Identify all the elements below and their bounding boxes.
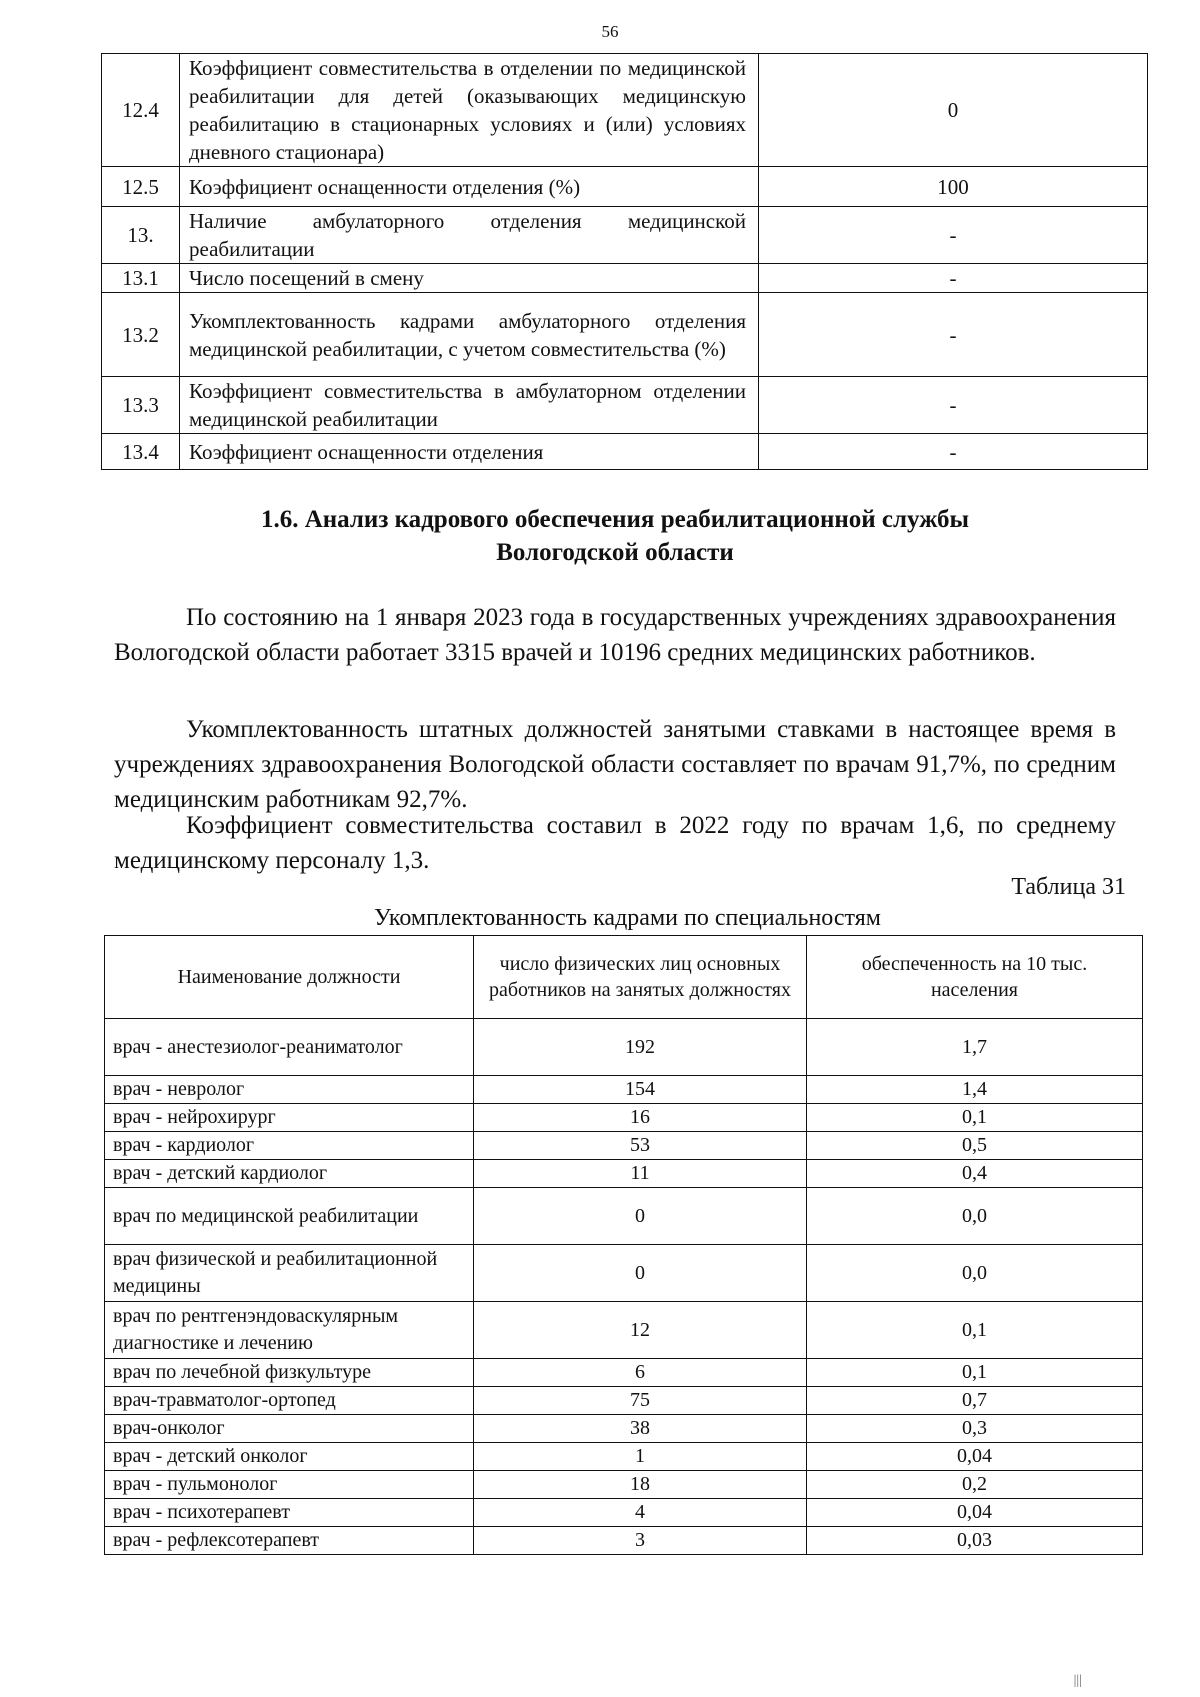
section-heading xyxy=(150,503,1080,569)
table-row xyxy=(105,1019,1143,1076)
row-number: 13.3 xyxy=(102,377,180,434)
rehab-indicators-table xyxy=(101,53,1148,470)
staff-count: 1 xyxy=(474,1443,807,1471)
table-row xyxy=(105,1245,1143,1302)
staff-rate: 0,0 xyxy=(807,1245,1143,1302)
row-value: - xyxy=(759,207,1148,264)
staff-count: 0 xyxy=(474,1188,807,1245)
position-name: врач по рентгенэндоваскулярным диагностике и лечению xyxy=(105,1302,474,1359)
staff-count: 11 xyxy=(474,1160,807,1188)
staff-rate: 0,0 xyxy=(807,1188,1143,1245)
table-row xyxy=(105,1443,1143,1471)
table-row xyxy=(102,54,1148,167)
table-row xyxy=(102,207,1148,264)
position-name: врач - кардиолог xyxy=(105,1132,474,1160)
row-value: 100 xyxy=(759,167,1148,207)
staff-count: 18 xyxy=(474,1471,807,1499)
row-value: - xyxy=(759,434,1148,470)
row-description: Число посещений в смену xyxy=(180,264,759,293)
table-row xyxy=(102,377,1148,434)
table-row xyxy=(105,1160,1143,1188)
column-header-position: Наименование должности xyxy=(105,936,474,1019)
table-row xyxy=(105,1499,1143,1527)
staff-rate: 1,4 xyxy=(807,1076,1143,1104)
position-name: врач - невролог xyxy=(105,1076,474,1104)
staff-count: 0 xyxy=(474,1245,807,1302)
staff-rate: 0,3 xyxy=(807,1415,1143,1443)
row-number: 13.1 xyxy=(102,264,180,293)
staff-rate: 0,04 xyxy=(807,1499,1143,1527)
position-name: врач - детский онколог xyxy=(105,1443,474,1471)
table-row xyxy=(102,264,1148,293)
staff-count: 75 xyxy=(474,1387,807,1415)
table-row xyxy=(105,1132,1143,1160)
position-name: врач по лечебной физкультуре xyxy=(105,1359,474,1387)
position-name: врач - анестезиолог-реаниматолог xyxy=(105,1019,474,1076)
row-description: Укомплектованность кадрами амбулаторного отделения медицинской реабилитации, с учетом совместительства (%) xyxy=(180,293,759,377)
paragraph-combination-rate: Коэффициент совместительства составил в 2022 году по врачам 1,6, по среднему медицинскому персоналу 1,3. xyxy=(114,812,1116,874)
row-description: Наличие амбулаторного отделения медицинской реабилитации xyxy=(180,207,759,264)
staffing-by-specialty-table xyxy=(104,935,1143,1555)
staff-rate: 0,2 xyxy=(807,1471,1143,1499)
staff-rate: 0,1 xyxy=(807,1104,1143,1132)
table-row xyxy=(105,1104,1143,1132)
paragraph-staffing-level: Укомплектованность штатных должностей занятыми ставками в настоящее время в учреждениях здравоохранения Вологодской области составляет по врачам 91,7%, по средним медицинским работникам 92,7%. xyxy=(114,716,1116,813)
table-row xyxy=(105,1387,1143,1415)
table-header-row xyxy=(105,936,1143,1019)
staff-rate: 1,7 xyxy=(807,1019,1143,1076)
table-row xyxy=(105,1076,1143,1104)
row-description: Коэффициент совместительства в амбулаторном отделении медицинской реабилитации xyxy=(180,377,759,434)
position-name: врач - пульмонолог xyxy=(105,1471,474,1499)
row-value: - xyxy=(759,264,1148,293)
staff-rate: 0,04 xyxy=(807,1443,1143,1471)
row-number: 13.2 xyxy=(102,293,180,377)
page-number: 56 xyxy=(601,22,619,41)
position-name: врач по медицинской реабилитации xyxy=(105,1188,474,1245)
position-name: врач-травматолог-ортопед xyxy=(105,1387,474,1415)
position-name: врач - нейрохирург xyxy=(105,1104,474,1132)
position-name: врач - детский кардиолог xyxy=(105,1160,474,1188)
staff-count: 38 xyxy=(474,1415,807,1443)
column-header-count: число физических лиц основных работников на занятых должностях xyxy=(474,936,807,1019)
row-description: Коэффициент совместительства в отделении по медицинской реабилитации для детей (оказывающих медицинскую реабилитацию в стационарных условиях и (или) условиях дневного стационара) xyxy=(180,54,759,167)
row-value: - xyxy=(759,293,1148,377)
staff-count: 53 xyxy=(474,1132,807,1160)
row-number: 12.5 xyxy=(102,167,180,207)
row-number: 13.4 xyxy=(102,434,180,470)
staff-rate: 0,03 xyxy=(807,1527,1143,1555)
table-row xyxy=(102,434,1148,470)
table-row xyxy=(105,1415,1143,1443)
row-value: 0 xyxy=(759,54,1148,167)
paragraph-staff-count: По состоянию на 1 января 2023 года в государственных учреждениях здравоохранения Вологодской области работает 3315 врачей и 10196 средних медицинских работников. xyxy=(114,604,1116,666)
row-description: Коэффициент оснащенности отделения xyxy=(180,434,759,470)
staff-rate: 0,5 xyxy=(807,1132,1143,1160)
section-heading-line-1: 1.6. Анализ кадрового обеспечения реабилитационной службы xyxy=(260,506,970,533)
table-row xyxy=(102,167,1148,207)
scan-corner-mark: ||| xyxy=(1073,1673,1082,1688)
section-heading-line-2: Вологодской области xyxy=(496,539,734,566)
table-row xyxy=(105,1527,1143,1555)
row-number: 12.4 xyxy=(102,54,180,167)
staff-count: 6 xyxy=(474,1359,807,1387)
position-name: врач-онколог xyxy=(105,1415,474,1443)
staff-count: 16 xyxy=(474,1104,807,1132)
table-label: Таблица 31 xyxy=(1011,874,1126,900)
staff-count: 192 xyxy=(474,1019,807,1076)
staff-count: 154 xyxy=(474,1076,807,1104)
position-name: врач физической и реабилитационной медицины xyxy=(105,1245,474,1302)
position-name: врач - психотерапевт xyxy=(105,1499,474,1527)
row-value: - xyxy=(759,377,1148,434)
table-caption: Укомплектованность кадрами по специальностям xyxy=(374,905,881,931)
column-header-rate: обеспеченность на 10 тыс. населения xyxy=(807,936,1143,1019)
table-row xyxy=(105,1302,1143,1359)
table-row xyxy=(105,1471,1143,1499)
staff-rate: 0,7 xyxy=(807,1387,1143,1415)
staff-rate: 0,1 xyxy=(807,1302,1143,1359)
position-name: врач - рефлексотерапевт xyxy=(105,1527,474,1555)
staff-count: 3 xyxy=(474,1527,807,1555)
staff-count: 4 xyxy=(474,1499,807,1527)
table-row xyxy=(105,1188,1143,1245)
staff-count: 12 xyxy=(474,1302,807,1359)
row-description: Коэффициент оснащенности отделения (%) xyxy=(180,167,759,207)
table-row xyxy=(102,293,1148,377)
staff-rate: 0,1 xyxy=(807,1359,1143,1387)
table-row xyxy=(105,1359,1143,1387)
staff-rate: 0,4 xyxy=(807,1160,1143,1188)
row-number: 13. xyxy=(102,207,180,264)
